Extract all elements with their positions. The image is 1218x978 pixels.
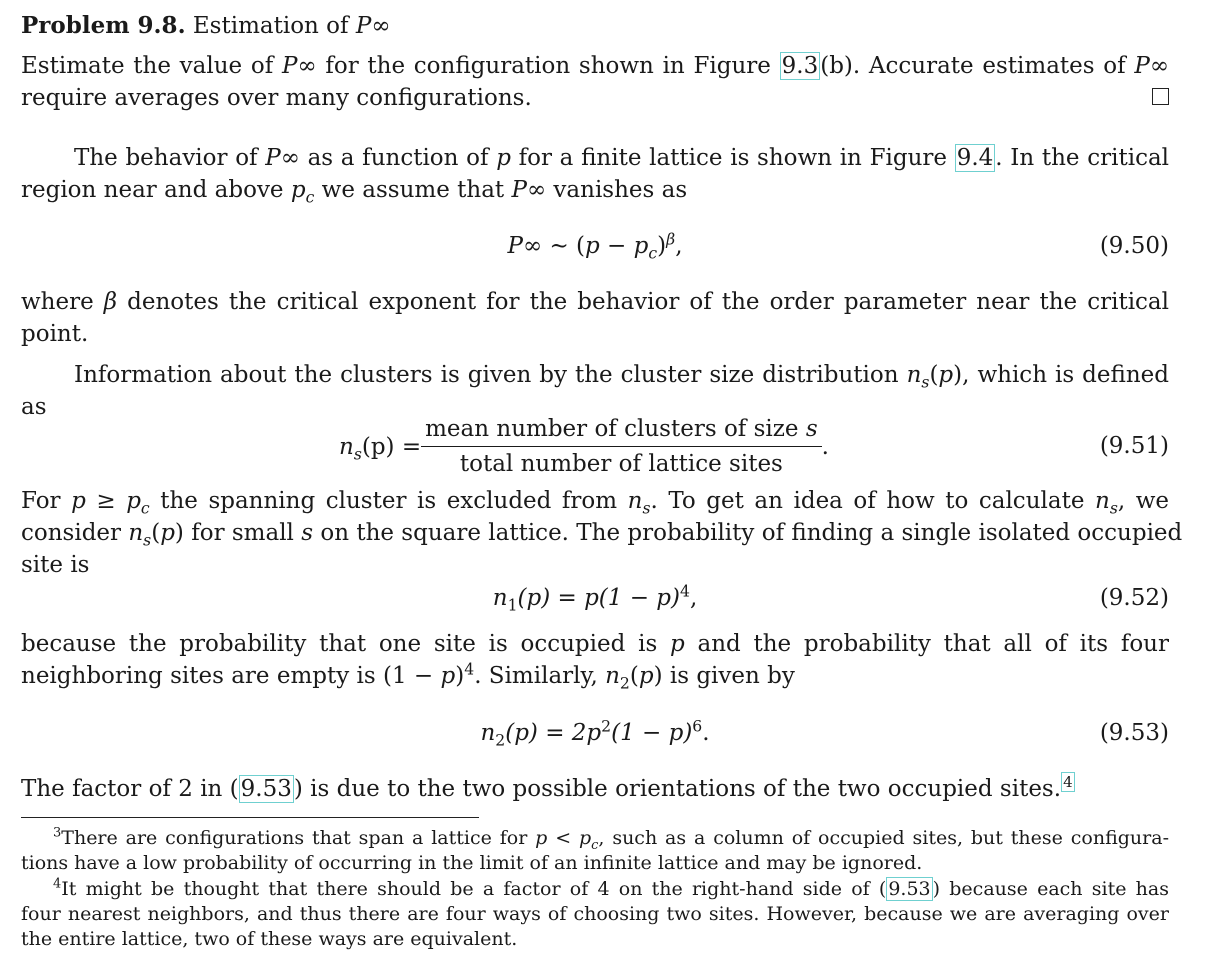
text: , we [1117, 488, 1169, 514]
symbol: n [339, 433, 354, 460]
symbol: s [805, 416, 818, 442]
symbol: n [1094, 488, 1110, 514]
problem-line-2: require averages over many configurations. [21, 85, 532, 111]
para4-line-2 [21, 518, 1183, 550]
text: ∼ ( [542, 233, 586, 259]
text: . To get an idea of how to calculate [650, 488, 1095, 514]
text: (p) = p(1 − p) [517, 585, 680, 611]
text: and the probability that all of its four [684, 631, 1169, 657]
text: For [21, 488, 72, 514]
text: ( [629, 663, 639, 689]
footnote-4-line-1 [21, 877, 1169, 902]
superscript: β [666, 229, 676, 249]
text: There are configurations that span a lattice for [61, 827, 536, 849]
para6-line-1 [21, 774, 1169, 804]
text: The factor of 2 in ( [21, 776, 239, 802]
text: for a finite lattice is shown in Figure [510, 145, 955, 171]
subscript: c [140, 498, 150, 518]
para3-line-1 [21, 360, 1169, 390]
text: denotes the critical exponent for the behavior of the order parameter near the critical [117, 289, 1169, 315]
problem-heading [21, 11, 1169, 41]
text: . [702, 720, 710, 746]
superscript: 4 [464, 659, 475, 679]
footnote-mark: 3 [53, 825, 62, 841]
numerator [421, 414, 822, 447]
equation-link-9-53-footnote[interactable]: 9.53 [888, 878, 931, 900]
footnote-4-line-2: four nearest neighbors, and thus there are four ways of choosing two sites. However, because we are averaging over [21, 903, 1169, 925]
symbol: P∞ [507, 233, 543, 259]
subscript: s [1109, 498, 1118, 518]
symbol: p [160, 520, 175, 546]
superscript: 4 [680, 581, 690, 601]
footnote-4-line-3: the entire lattice, two of these ways are equivalent. [21, 928, 518, 950]
symbol: P∞ [511, 177, 547, 203]
para4-line-3: site is [21, 552, 90, 578]
symbol: p [938, 362, 954, 388]
problem-label: Problem 9.8. [21, 12, 186, 39]
symbol: p [585, 233, 600, 259]
figure-link-9-4[interactable]: 9.4 [956, 145, 994, 171]
text: as a function of [299, 145, 497, 171]
symbol: p [579, 827, 592, 849]
subscript: 2 [619, 673, 630, 693]
text: ) [455, 663, 465, 689]
equation-number: (9.51) [1099, 433, 1169, 459]
fraction [421, 414, 822, 479]
subscript: c [305, 187, 315, 207]
equation-number: (9.52) [1099, 585, 1169, 611]
symbol: p [290, 177, 306, 203]
text: The behavior of [74, 145, 266, 171]
equation-9-52 [21, 583, 1169, 613]
text: ), which is defined [953, 362, 1170, 388]
text: (p) = 2p [505, 720, 602, 746]
end-of-problem-box [1152, 88, 1169, 105]
symbol: n [480, 720, 496, 746]
text: ) [657, 233, 667, 259]
text: vanishes as [546, 177, 688, 203]
text: we assume that [314, 177, 512, 203]
text: consider [21, 520, 129, 546]
text: for the configuration shown in Figure [316, 53, 780, 79]
equation-body [21, 718, 1169, 748]
equation-body [339, 414, 829, 479]
text: − [599, 233, 634, 259]
equation-body [21, 583, 1169, 613]
subscript: s [921, 372, 930, 392]
text: because the probability that one site is occupied is [21, 631, 670, 657]
text: ≥ [85, 488, 127, 514]
symbol: n [605, 663, 620, 689]
symbol: β [103, 289, 118, 315]
text: region near and above [21, 177, 291, 203]
footnote-mark: 4 [53, 876, 62, 892]
text: the spanning cluster is excluded from [149, 488, 628, 514]
superscript: 6 [692, 716, 703, 736]
text: (p) = [361, 433, 422, 460]
symbol: p [126, 488, 141, 514]
equation-number: (9.50) [1099, 233, 1169, 259]
footnote-rule [21, 817, 479, 818]
symbol: p [638, 663, 654, 689]
para5-line-2 [21, 661, 1169, 691]
text: . [821, 433, 829, 460]
problem-title-symbol: P∞ [355, 13, 391, 39]
equation-9-51 [21, 414, 1169, 480]
symbol: p [496, 145, 511, 171]
symbol: P∞ [265, 145, 300, 171]
symbol: P∞ [1134, 53, 1170, 79]
text: mean number of clusters of size [425, 416, 806, 442]
figure-link-9-3[interactable]: 9.3 [781, 53, 819, 79]
symbol: P∞ [281, 53, 317, 79]
problem-line-1 [21, 51, 1169, 81]
text: ( [151, 520, 161, 546]
para1-line-2 [21, 175, 1169, 205]
text: , [689, 585, 698, 611]
text: . Similarly, [474, 663, 606, 689]
subscript: c [648, 243, 658, 263]
para5-line-1 [21, 629, 1169, 659]
equation-number: (9.53) [1099, 720, 1169, 746]
symbol: p [633, 233, 649, 259]
denominator: total number of lattice sites [459, 451, 783, 477]
symbol: n [128, 520, 144, 546]
subscript: s [143, 530, 152, 550]
para2-line-1 [21, 287, 1169, 317]
equation-body [21, 231, 1169, 261]
symbol: p [440, 663, 456, 689]
text: It might be thought that there should be a factor of 4 on the right-hand side of ( [61, 878, 887, 900]
text: Estimate the value of [21, 53, 282, 79]
text: , [675, 233, 683, 259]
problem-title: Estimation of [192, 13, 356, 39]
subscript: s [642, 498, 651, 518]
subscript: c [591, 837, 599, 853]
text: on the square lattice. The probability of finding a single isolated occupied [313, 520, 1183, 546]
subscript: 1 [507, 595, 518, 615]
text: < [547, 827, 579, 849]
para3-line-2: as [21, 394, 47, 420]
text: . In the critical [995, 145, 1170, 171]
text: neighboring sites are empty is (1 − [21, 663, 441, 689]
text: , such as a column of occupied sites, but these configura- [598, 827, 1170, 849]
symbol: p [71, 488, 86, 514]
equation-link-9-53[interactable]: 9.53 [240, 776, 292, 802]
symbol: s [301, 520, 314, 546]
footnote-link-4[interactable]: 4 [1063, 773, 1073, 792]
equation-9-53 [21, 718, 1169, 748]
para2-line-2: point. [21, 321, 89, 347]
equation-9-50 [21, 231, 1169, 261]
text: ) for small [174, 520, 302, 546]
text: ) is given by [653, 663, 795, 689]
text: ( [929, 362, 939, 388]
symbol: n [906, 362, 922, 388]
footnote-3-line-2: tions have a low probability of occurring in the limit of an infinite lattice and may be ignored. [21, 852, 923, 874]
text: where [21, 289, 104, 315]
symbol: p [535, 827, 548, 849]
text: (b). Accurate estimates of [820, 53, 1135, 79]
symbol: n [492, 585, 508, 611]
subscript: s [353, 444, 362, 464]
superscript: 2 [601, 716, 612, 736]
text: ) because each site has [932, 878, 1169, 900]
footnote-3-line-1 [21, 826, 1169, 851]
para4-line-1 [21, 486, 1169, 516]
symbol: p [670, 631, 685, 657]
text: (1 − p) [611, 720, 693, 746]
subscript: 2 [495, 730, 506, 750]
text: ) is due to the two possible orientations of the two occupied sites. [293, 776, 1062, 802]
para1-line-1 [21, 143, 1169, 173]
text: Information about the clusters is given by the cluster size distribution [74, 362, 907, 388]
symbol: n [627, 488, 643, 514]
